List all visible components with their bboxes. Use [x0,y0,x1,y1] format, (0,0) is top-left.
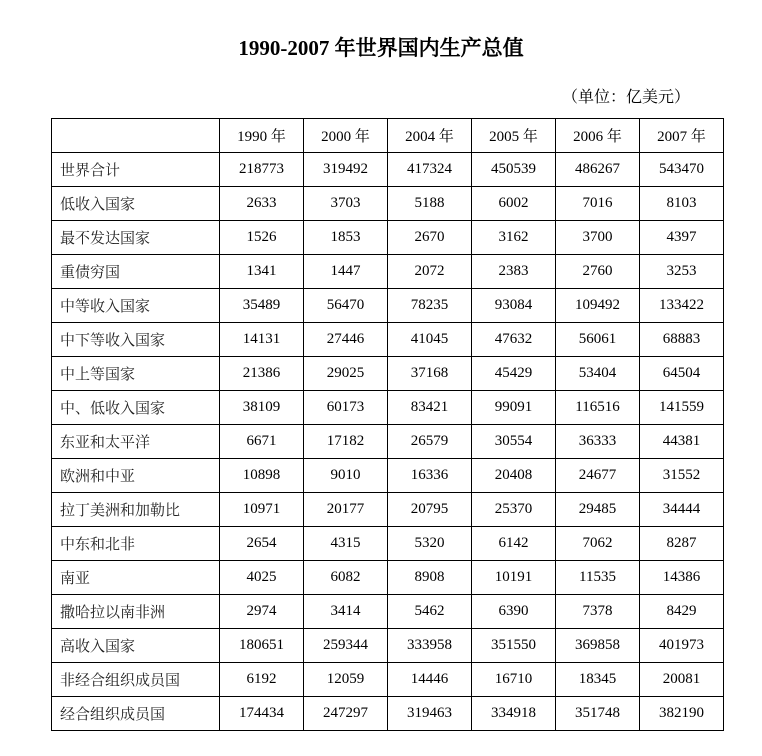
value-cell: 20081 [640,663,724,697]
table-row [52,187,724,221]
value-cell: 6142 [472,527,556,561]
value-cell: 2383 [472,255,556,289]
table-row [52,493,724,527]
value-cell: 109492 [556,289,640,323]
value-cell: 8103 [640,187,724,221]
header-cell: 2007 年 [640,119,724,153]
table-row [52,425,724,459]
table-row [52,255,724,289]
value-cell: 93084 [472,289,556,323]
row-label: 最不发达国家 [52,221,220,255]
table-row [52,221,724,255]
value-cell: 83421 [388,391,472,425]
value-cell: 35489 [220,289,304,323]
value-cell: 27446 [304,323,388,357]
value-cell: 31552 [640,459,724,493]
value-cell: 14446 [388,663,472,697]
value-cell: 7378 [556,595,640,629]
value-cell: 99091 [472,391,556,425]
value-cell: 16336 [388,459,472,493]
value-cell: 30554 [472,425,556,459]
table-row [52,153,724,187]
table-row [52,595,724,629]
row-label: 世界合计 [52,153,220,187]
row-label: 中等收入国家 [52,289,220,323]
row-label: 高收入国家 [52,629,220,663]
value-cell: 2633 [220,187,304,221]
value-cell: 1341 [220,255,304,289]
value-cell: 2974 [220,595,304,629]
value-cell: 38109 [220,391,304,425]
header-cell: 2004 年 [388,119,472,153]
table-row [52,391,724,425]
value-cell: 7062 [556,527,640,561]
value-cell: 17182 [304,425,388,459]
value-cell: 3253 [640,255,724,289]
header-cell: 1990 年 [220,119,304,153]
value-cell: 417324 [388,153,472,187]
value-cell: 3162 [472,221,556,255]
value-cell: 2072 [388,255,472,289]
value-cell: 41045 [388,323,472,357]
value-cell: 218773 [220,153,304,187]
value-cell: 18345 [556,663,640,697]
value-cell: 6671 [220,425,304,459]
value-cell: 20177 [304,493,388,527]
value-cell: 180651 [220,629,304,663]
value-cell: 2670 [388,221,472,255]
value-cell: 5462 [388,595,472,629]
value-cell: 247297 [304,697,388,731]
value-cell: 543470 [640,153,724,187]
value-cell: 6390 [472,595,556,629]
row-label: 撒哈拉以南非洲 [52,595,220,629]
value-cell: 351550 [472,629,556,663]
row-label: 非经合组织成员国 [52,663,220,697]
row-label: 东亚和太平洋 [52,425,220,459]
value-cell: 8908 [388,561,472,595]
row-label: 拉丁美洲和加勒比 [52,493,220,527]
value-cell: 333958 [388,629,472,663]
value-cell: 26579 [388,425,472,459]
value-cell: 5188 [388,187,472,221]
value-cell: 24677 [556,459,640,493]
row-label: 欧洲和中亚 [52,459,220,493]
value-cell: 369858 [556,629,640,663]
value-cell: 10191 [472,561,556,595]
value-cell: 37168 [388,357,472,391]
row-label: 中、低收入国家 [52,391,220,425]
row-label: 重债穷国 [52,255,220,289]
value-cell: 47632 [472,323,556,357]
value-cell: 8287 [640,527,724,561]
value-cell: 10898 [220,459,304,493]
value-cell: 351748 [556,697,640,731]
header-row [52,119,724,153]
value-cell: 20408 [472,459,556,493]
value-cell: 133422 [640,289,724,323]
value-cell: 10971 [220,493,304,527]
table-row [52,459,724,493]
row-label: 中下等收入国家 [52,323,220,357]
header-cell: 2000 年 [304,119,388,153]
table-row [52,629,724,663]
value-cell: 64504 [640,357,724,391]
row-label: 中东和北非 [52,527,220,561]
value-cell: 334918 [472,697,556,731]
table-row [52,357,724,391]
value-cell: 141559 [640,391,724,425]
value-cell: 4315 [304,527,388,561]
value-cell: 21386 [220,357,304,391]
value-cell: 14131 [220,323,304,357]
value-cell: 25370 [472,493,556,527]
page-title: 1990-2007 年世界国内生产总值 [238,36,524,60]
value-cell: 116516 [556,391,640,425]
table-row [52,663,724,697]
row-label: 经合组织成员国 [52,697,220,731]
value-cell: 29485 [556,493,640,527]
value-cell: 6082 [304,561,388,595]
header-cell: 2006 年 [556,119,640,153]
table-row [52,527,724,561]
value-cell: 4025 [220,561,304,595]
value-cell: 3700 [556,221,640,255]
value-cell: 450539 [472,153,556,187]
table-row [52,561,724,595]
value-cell: 2760 [556,255,640,289]
value-cell: 78235 [388,289,472,323]
value-cell: 20795 [388,493,472,527]
value-cell: 7016 [556,187,640,221]
row-label: 中上等国家 [52,357,220,391]
value-cell: 8429 [640,595,724,629]
value-cell: 60173 [304,391,388,425]
value-cell: 16710 [472,663,556,697]
value-cell: 319463 [388,697,472,731]
row-label: 南亚 [52,561,220,595]
value-cell: 6192 [220,663,304,697]
value-cell: 3703 [304,187,388,221]
value-cell: 34444 [640,493,724,527]
value-cell: 6002 [472,187,556,221]
value-cell: 56470 [304,289,388,323]
table-row [52,323,724,357]
value-cell: 259344 [304,629,388,663]
header-cell: 2005 年 [472,119,556,153]
value-cell: 36333 [556,425,640,459]
value-cell: 45429 [472,357,556,391]
value-cell: 44381 [640,425,724,459]
value-cell: 56061 [556,323,640,357]
value-cell: 12059 [304,663,388,697]
gdp-table [51,118,724,731]
value-cell: 9010 [304,459,388,493]
value-cell: 14386 [640,561,724,595]
value-cell: 29025 [304,357,388,391]
table-row [52,697,724,731]
value-cell: 486267 [556,153,640,187]
header-corner-cell [52,119,220,153]
value-cell: 401973 [640,629,724,663]
table-row [52,289,724,323]
row-label: 低收入国家 [52,187,220,221]
unit-note: （单位：亿美元） [562,87,691,106]
value-cell: 2654 [220,527,304,561]
value-cell: 11535 [556,561,640,595]
value-cell: 53404 [556,357,640,391]
value-cell: 4397 [640,221,724,255]
value-cell: 68883 [640,323,724,357]
value-cell: 3414 [304,595,388,629]
value-cell: 382190 [640,697,724,731]
value-cell: 319492 [304,153,388,187]
value-cell: 174434 [220,697,304,731]
value-cell: 1853 [304,221,388,255]
value-cell: 5320 [388,527,472,561]
value-cell: 1447 [304,255,388,289]
value-cell: 1526 [220,221,304,255]
